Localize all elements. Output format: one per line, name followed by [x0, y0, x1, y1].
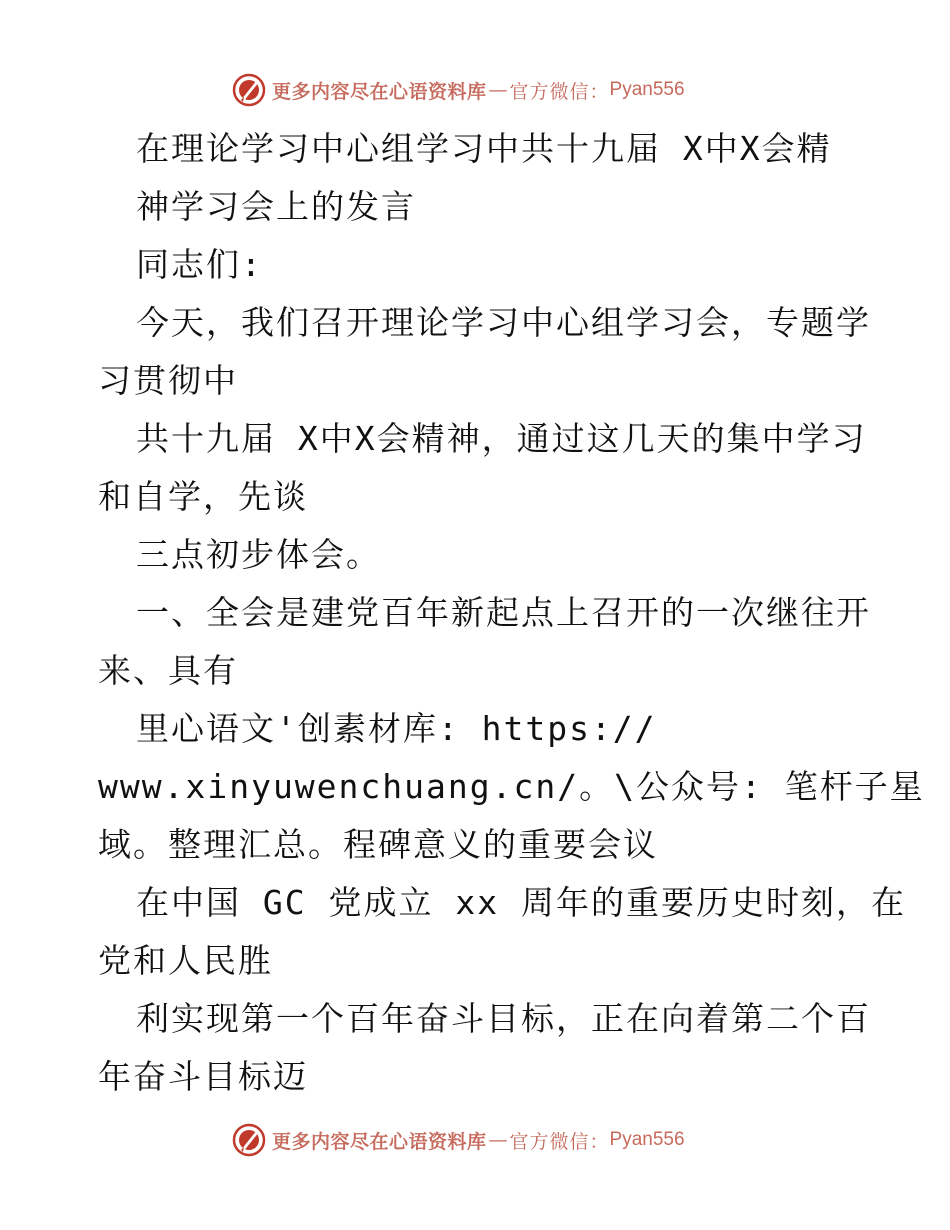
paragraph-1-line-1: 今天，我们召开理论学习中心组学习会，专题学 [136, 303, 871, 342]
paragraph-7-line-2: 年奋斗目标迈 [98, 1057, 308, 1096]
title-line-1: 在理论学习中心组学习中共十九届 X中X会精 [136, 129, 832, 168]
watermark-wechat-label: 官方微信： [509, 80, 610, 103]
paragraph-5-line-1: 里心语文'创素材库: https:// [136, 709, 657, 748]
pen-logo-icon [232, 1123, 266, 1157]
header-watermark [232, 72, 685, 108]
paragraph-2-line-2: 和自学，先谈 [98, 477, 308, 516]
watermark-main-text: 更多内容尽在心语资料库 [272, 80, 487, 103]
watermark-wechat-id: Pyan556 [609, 79, 685, 100]
paragraph-1-line-2: 习贯彻中 [98, 361, 238, 400]
watermark-wechat-id: Pyan556 [609, 1129, 685, 1150]
paragraph-2-line-1: 共十九届 X中X会精神，通过这几天的集中学习 [136, 419, 867, 458]
salutation: 同志们: [136, 245, 263, 284]
watermark-separator: — [488, 79, 508, 101]
paragraph-5-line-2: www.xinyuwenchuang.cn/。\公众号: 笔杆子星 [98, 767, 925, 806]
watermark-wechat-label: 官方微信： [509, 1130, 610, 1153]
paragraph-5-line-3: 域。整理汇总。程碑意义的重要会议 [98, 825, 658, 864]
footer-watermark [232, 1122, 685, 1158]
paragraph-6-line-1: 在中国 GC 党成立 xx 周年的重要历史时刻，在 [136, 883, 906, 922]
paragraph-3-line-1: 三点初步体会。 [136, 535, 381, 574]
paragraph-6-line-2: 党和人民胜 [98, 941, 273, 980]
title-line-2: 神学习会上的发言 [136, 187, 416, 226]
paragraph-4-line-1: 一、全会是建党百年新起点上召开的一次继往开 [136, 593, 871, 632]
watermark-separator: — [488, 1129, 508, 1151]
paragraph-7-line-1: 利实现第一个百年奋斗目标，正在向着第二个百 [136, 999, 871, 1038]
watermark-main-text: 更多内容尽在心语资料库 [272, 1130, 487, 1153]
pen-logo-icon [232, 73, 266, 107]
paragraph-4-line-2: 来、具有 [98, 651, 238, 690]
